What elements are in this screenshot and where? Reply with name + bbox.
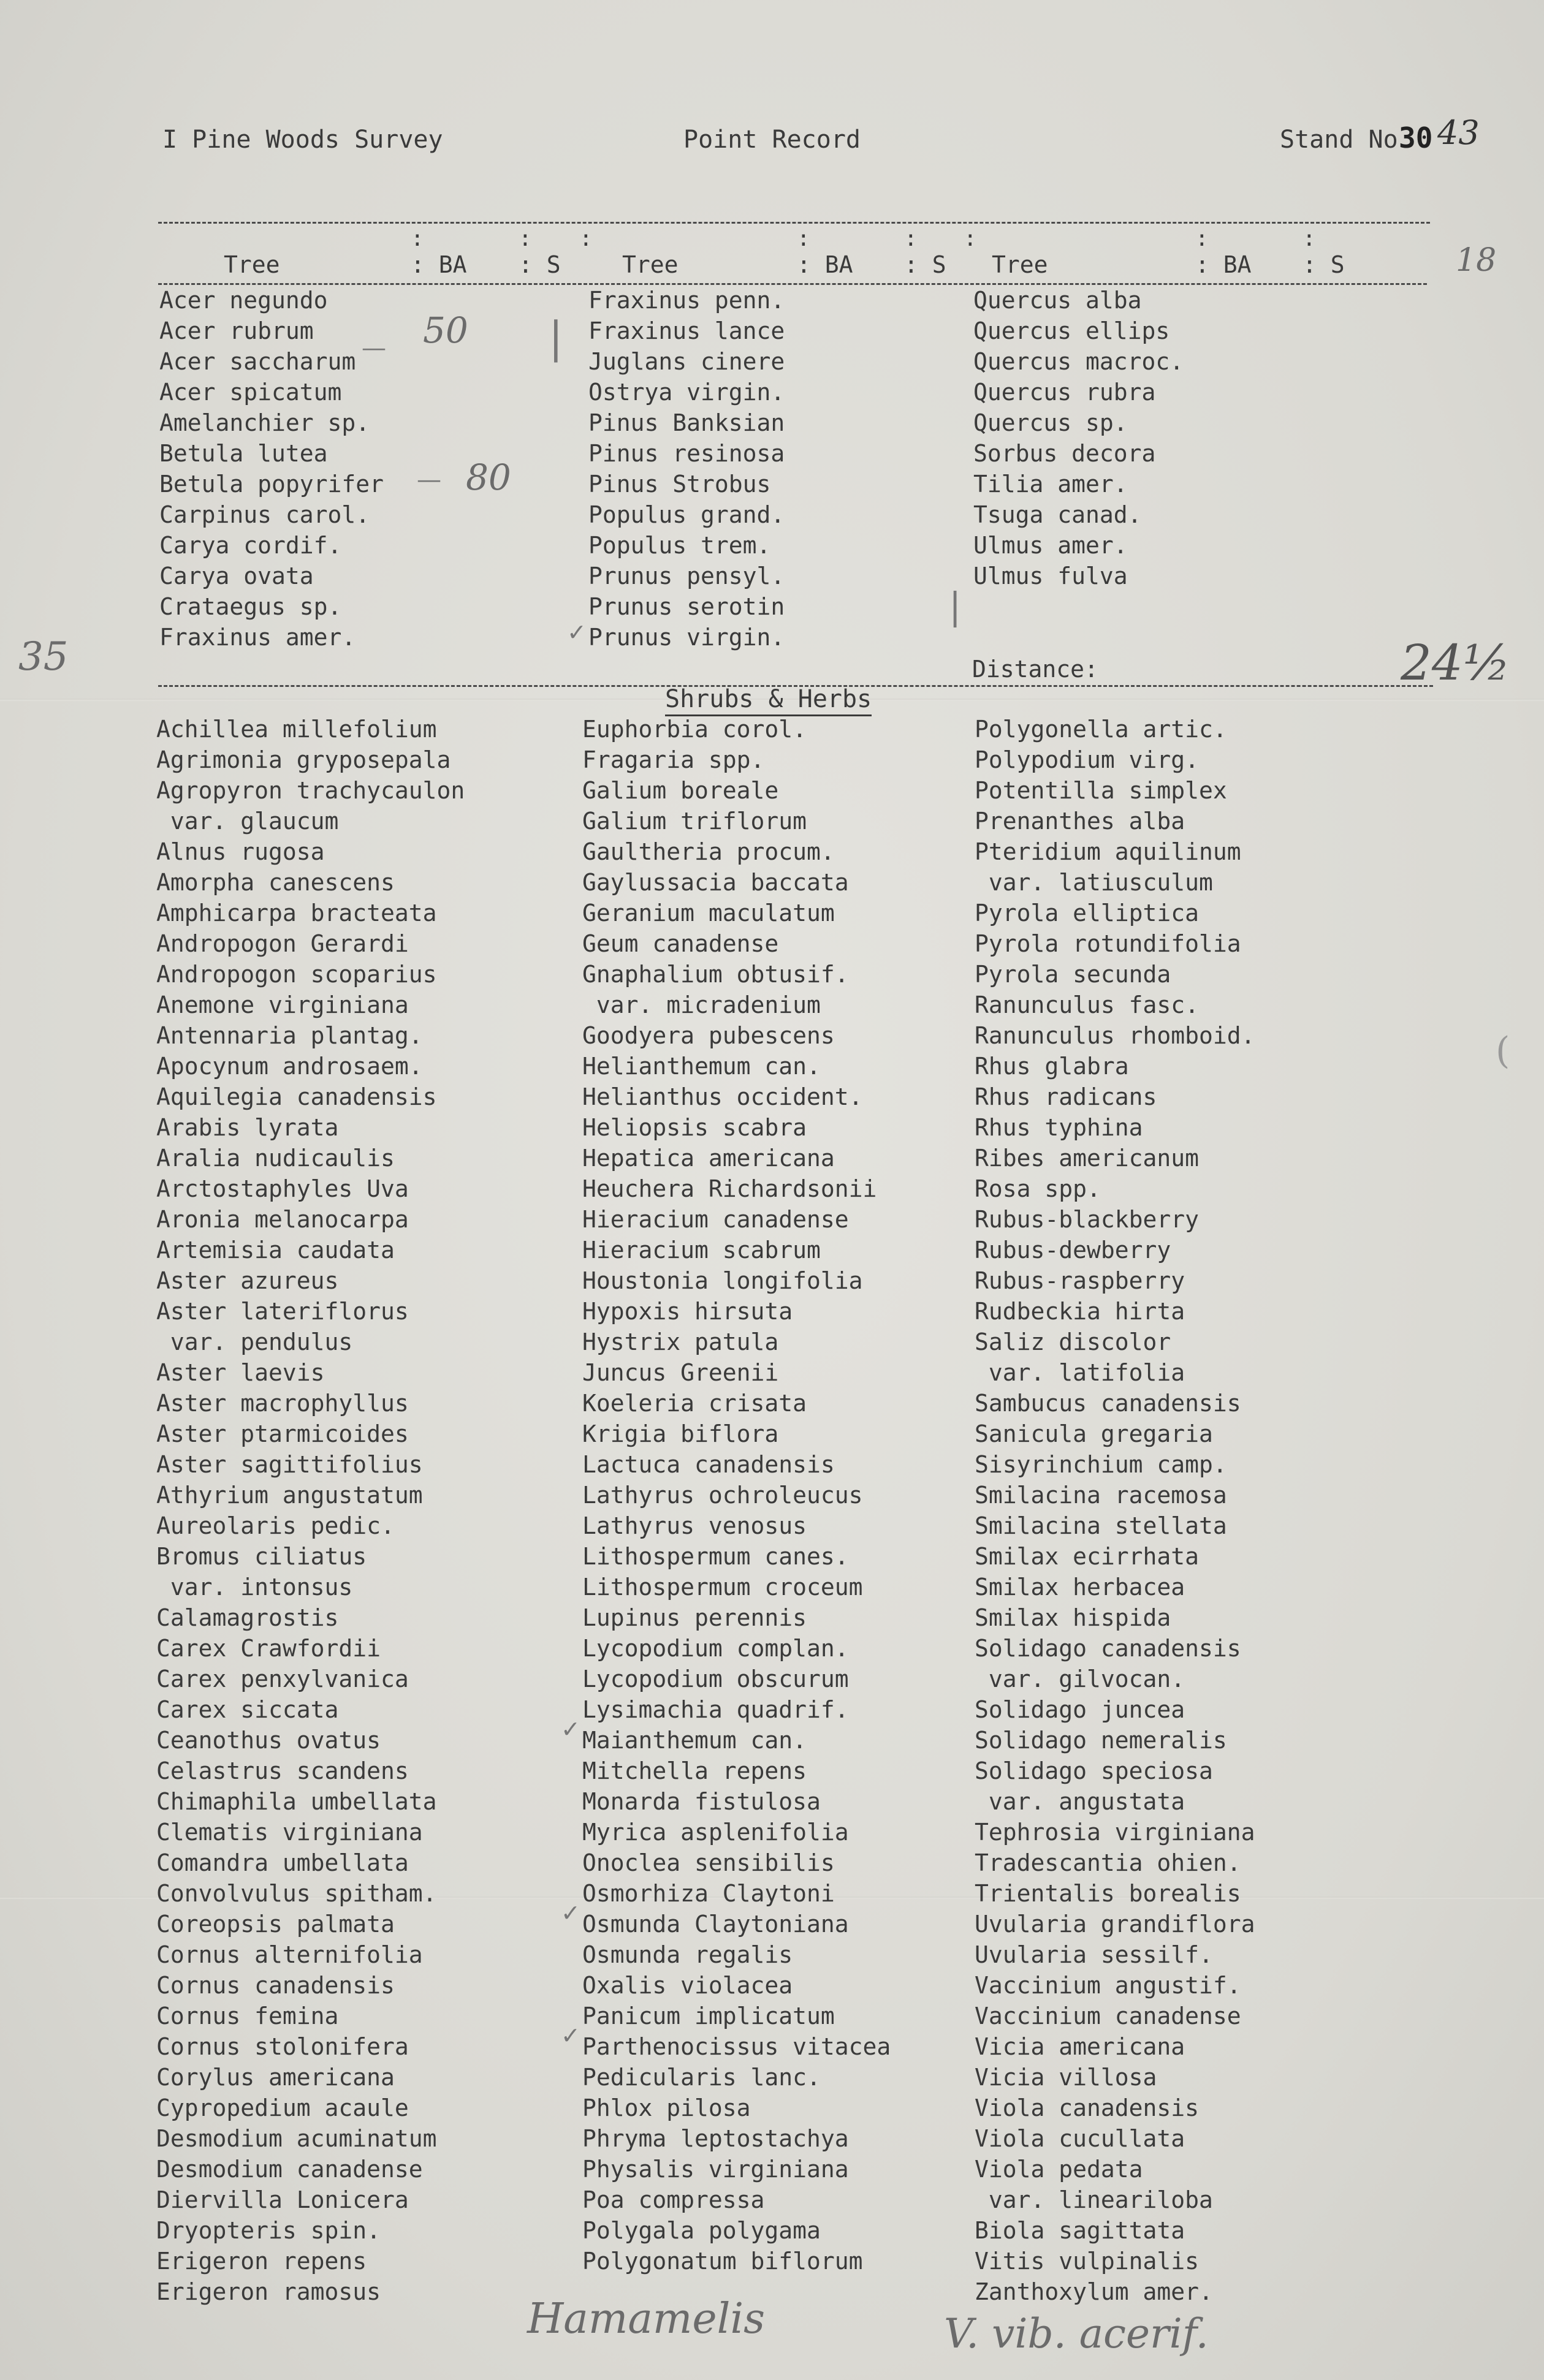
shrub-species-item: Aster ptarmicoides [156,1420,409,1447]
handwritten-dash: — [362,334,386,362]
shrub-species-item: Lycopodium obscurum [582,1666,849,1692]
shrub-list-2 [582,714,891,2276]
shrub-species-item: Viola cucullata [975,2125,1185,2152]
shrub-species-item: Cornus canadensis [156,1972,395,1999]
shrub-species-item: Carex Crawfordii [156,1635,381,1662]
shrub-species-item: Celastrus scandens [156,1757,409,1784]
shrub-species-item: Aster azureus [156,1267,339,1294]
survey-title: I Pine Woods Survey [162,126,443,154]
tree-species-item: Ostrya virgin. [588,379,785,406]
shrub-species-item: Pyrola rotundifolia [975,930,1241,957]
shrub-species-item: var. micradenium [582,991,821,1018]
shrub-species-item: Corylus americana [156,2064,395,2091]
shrub-species-item: Rudbeckia hirta [975,1298,1185,1325]
tree-species-item: Juglans cinere [588,348,785,375]
handwritten-tally: | [549,313,563,363]
tree-species-item: Acer rubrum [159,317,314,344]
shrub-species-item: Coreopsis palmata [156,1911,395,1938]
handwritten-35: 35 [18,634,69,680]
shrub-species-item: Galium boreale [582,777,779,804]
shrub-species-item: Myrica asplenifolia [582,1819,849,1846]
shrub-species-item: Ribes americanum [975,1145,1200,1172]
s-header-2-label: S [932,251,946,278]
tree-species-item: Ulmus fulva [973,563,1128,589]
shrub-species-item: Lathyrus ochroleucus [582,1482,863,1509]
shrub-species-item: Erigeron ramosus [156,2278,381,2305]
handwritten-ba-80: 80 [466,457,511,498]
shrub-species-item: Achillea millefolium [156,716,437,743]
tree-species-item: Carya ovata [159,563,314,589]
shrub-list-1 [156,714,465,2307]
shrub-species-item: Smilax ecirrhata [975,1543,1200,1570]
shrub-species-item: Pyrola elliptica [975,900,1200,927]
shrub-species-item: Lycopodium complan. [582,1635,849,1662]
column-separator: : [1303,226,1316,251]
shrub-species-item: Trientalis borealis [975,1880,1241,1907]
shrub-species-item: Polygonatum biflorum [582,2248,863,2275]
s-header-2: : S [904,251,946,278]
shrub-species-item: Dryopteris spin. [156,2217,381,2244]
shrub-species-item: Onoclea sensibilis [582,1849,835,1876]
shrub-species-item: Bromus ciliatus [156,1543,367,1570]
top-dashed-rule [158,222,1430,224]
shrub-species-item: var. latifolia [975,1359,1185,1386]
shrub-species-item: Alnus rugosa [156,838,325,865]
handwritten-mark: ( [1496,1029,1510,1072]
shrub-species-item: Physalis virginiana [582,2156,849,2183]
s-header-1-label: S [546,251,561,278]
ba-header-3: : BA [1195,251,1252,278]
shrub-species-item: Galium triflorum [582,808,807,835]
shrub-species-item: Juncus Greenii [582,1359,779,1386]
ba-header-3-label: BA [1223,251,1252,278]
ba-header-1-label: BA [438,251,467,278]
shrub-species-item: Hepatica americana [582,1145,835,1172]
shrub-species-item: Anemone virginiana [156,991,409,1018]
shrub-species-item: Smilax hispida [975,1604,1171,1631]
tree-header-2: Tree [622,251,679,278]
shrub-species-item: Mitchella repens [582,1757,807,1784]
tree-species-item: Crataegus sp. [159,593,342,620]
shrub-species-item: Ceanothus ovatus [156,1727,381,1754]
shrub-species-item: Geum canadense [582,930,779,957]
shrub-species-item: Goodyera pubescens [582,1022,835,1049]
tree-species-item: Pinus Banksian [588,409,785,436]
shrub-species-item: Clematis virginiana [156,1819,423,1846]
tree-species-item: Acer negundo [159,287,328,314]
shrub-species-item: Oxalis violacea [582,1972,793,1999]
shrub-species-item: Hieracium canadense [582,1206,849,1233]
shrub-species-item: Vaccinium angustif. [975,1972,1241,1999]
shrub-species-item: Phlox pilosa [582,2094,751,2121]
shrub-species-item: Amphicarpa bracteata [156,900,437,927]
shrub-species-item: Carex siccata [156,1696,339,1723]
stand-label: Stand No [1280,126,1398,154]
shrub-species-item: Sisyrinchium camp. [975,1451,1227,1478]
column-separator: : [411,226,424,251]
shrub-species-item: Prenanthes alba [975,808,1185,835]
shrub-species-item: Aureolaris pedic. [156,1512,395,1539]
shrub-species-item: Koeleria crisata [582,1390,807,1417]
shrub-species-item: Helianthemum can. [582,1053,821,1080]
shrub-species-item: Zanthoxylum amer. [975,2278,1213,2305]
record-title: Point Record [683,126,861,154]
column-separator: : [1195,226,1209,251]
shrub-species-item: Agropyron trachycaulon [156,777,465,804]
shrub-species-item: Parthenocissus vitacea [582,2033,891,2060]
tree-header-1: Tree [224,251,280,278]
shrub-species-item: Calamagrostis [156,1604,339,1631]
shrub-species-item: Antennaria plantag. [156,1022,423,1049]
shrub-species-item: Osmunda Claytoniana [582,1911,849,1938]
shrub-species-item: var. lineariloba [975,2186,1213,2213]
stand-number: 30 [1399,121,1433,154]
handwritten-hamamelis: Hamamelis [527,2295,765,2343]
shrub-species-item: Erigeron repens [156,2248,367,2275]
tree-list-1 [159,285,384,653]
column-separator: : [797,226,810,251]
stand-number-handwritten: 43 [1437,113,1480,152]
tree-species-item: Prunus serotin [588,593,785,620]
tree-species-item: Acer spicatum [159,379,342,406]
shrub-species-item: Solidago juncea [975,1696,1185,1723]
shrub-species-item: Lithospermum canes. [582,1543,849,1570]
shrub-species-item: Vitis vulpinalis [975,2248,1200,2275]
tree-species-item: Pinus Strobus [588,471,771,498]
ba-header-2-label: BA [824,251,853,278]
shrub-species-item: Heuchera Richardsonii [582,1175,877,1202]
shrub-species-item: Polygonella artic. [975,716,1227,743]
shrub-species-item: Lysimachia quadrif. [582,1696,849,1723]
shrub-species-item: Rhus typhina [975,1114,1143,1141]
shrub-species-item: Gnaphalium obtusif. [582,961,849,988]
tree-species-item: Quercus sp. [973,409,1128,436]
shrub-species-item: Carex penxylvanica [156,1666,409,1692]
tree-species-item: Betula lutea [159,440,328,467]
shrub-species-item: Vicia americana [975,2033,1185,2060]
shrub-species-item: Tradescantia ohien. [975,1849,1241,1876]
tree-species-item: Tsuga canad. [973,501,1142,528]
shrub-species-item: Lactuca canadensis [582,1451,835,1478]
shrub-species-item: Heliopsis scabra [582,1114,807,1141]
tree-species-item: Carya cordif. [159,532,342,559]
s-header-1: : S [519,251,561,278]
shrubs-herbs-title: Shrubs & Herbs [665,685,872,716]
shrub-species-item: Lithospermum croceum [582,1574,863,1601]
shrub-species-item: Gaylussacia baccata [582,869,849,896]
shrub-species-item: Arabis lyrata [156,1114,339,1141]
tree-species-item: Amelanchier sp. [159,409,370,436]
shrub-species-item: Phryma leptostachya [582,2125,849,2152]
checkmark: ✓ [567,619,587,646]
shrub-species-item: Lathyrus venosus [582,1512,807,1539]
column-separator: : [904,226,918,251]
handwritten-ba-50: 50 [423,309,468,351]
tree-species-item: Quercus ellips [973,317,1170,344]
checkmark: ✓ [561,1716,580,1743]
handwritten-18: 18 [1456,242,1497,279]
shrub-species-item: Desmodium canadense [156,2156,423,2183]
tree-species-item: Pinus resinosa [588,440,785,467]
shrub-species-item: Biola sagittata [975,2217,1185,2244]
shrub-species-item: Sambucus canadensis [975,1390,1241,1417]
shrub-species-item: Pyrola secunda [975,961,1171,988]
shrub-species-item: Rhus glabra [975,1053,1129,1080]
shrub-species-item: Pteridium aquilinum [975,838,1241,865]
shrub-species-item: Euphorbia corol. [582,716,807,743]
column-separator: : [519,226,532,251]
shrub-species-item: Ranunculus rhomboid. [975,1022,1255,1049]
shrub-species-item: Rubus-raspberry [975,1267,1185,1294]
handwritten-distance: 24½ [1401,634,1511,691]
shrub-species-item: Convolvulus spitham. [156,1880,437,1907]
checkmark: ✓ [561,1900,580,1927]
shrub-species-item: Hieracium scabrum [582,1237,821,1264]
checkmark: ✓ [561,2022,580,2049]
shrub-species-item: Panicum implicatum [582,2003,835,2029]
shrub-species-item: Smilacina stellata [975,1512,1227,1539]
shrub-species-item: Agrimonia gryposepala [156,746,451,773]
distance-label: Distance: [972,656,1098,683]
shrub-species-item: Solidago speciosa [975,1757,1213,1784]
tree-species-item: Prunus pensyl. [588,563,785,589]
shrub-species-item: Apocynum androsaem. [156,1053,423,1080]
shrub-species-item: Osmunda regalis [582,1941,793,1968]
shrub-species-item: Potentilla simplex [975,777,1227,804]
shrub-species-item: Lupinus perennis [582,1604,807,1631]
shrub-species-item: Rhus radicans [975,1083,1157,1110]
tree-species-item: Populus grand. [588,501,785,528]
handwritten-vib-acerif: V. vib. acerif. [944,2310,1209,2357]
shrub-species-item: Solidago canadensis [975,1635,1241,1662]
tree-header-3: Tree [992,251,1048,278]
shrub-species-item: Viola canadensis [975,2094,1200,2121]
shrub-species-item: Sanicula gregaria [975,1420,1213,1447]
shrub-species-item: var. latiusculum [975,869,1213,896]
tree-species-item: Fraxinus penn. [588,287,785,314]
shrub-species-item: Gaultheria procum. [582,838,835,865]
shrub-species-item: Diervilla Lonicera [156,2186,409,2213]
tree-species-item: Carpinus carol. [159,501,370,528]
handwritten-dash: — [417,466,441,494]
shrub-species-item: Maianthemum can. [582,1727,807,1754]
shrub-species-item: Smilax herbacea [975,1574,1185,1601]
tree-species-item: Quercus rubra [973,379,1156,406]
shrub-species-item: Artemisia caudata [156,1237,395,1264]
shrub-species-item: Hypoxis hirsuta [582,1298,793,1325]
ba-header-1: : BA [411,251,467,278]
shrub-species-item: Poa compressa [582,2186,765,2213]
tree-species-item: Betula popyrifer [159,471,384,498]
shrub-species-item: Vicia villosa [975,2064,1157,2091]
s-header-3-label: S [1330,251,1345,278]
shrub-species-item: Polypodium virg. [975,746,1200,773]
shrub-species-item: Aquilegia canadensis [156,1083,437,1110]
tree-list-2 [588,285,785,653]
tree-species-item: Acer saccharum [159,348,356,375]
shrub-species-item: Rubus-blackberry [975,1206,1200,1233]
shrub-species-item: Saliz discolor [975,1328,1171,1355]
shrub-species-item: Fragaria spp. [582,746,765,773]
shrub-species-item: Solidago nemeralis [975,1727,1227,1754]
shrub-species-item: Desmodium acuminatum [156,2125,437,2152]
shrub-species-item: Houstonia longifolia [582,1267,863,1294]
shrub-species-item: Uvularia sessilf. [975,1941,1213,1968]
ba-header-2: : BA [797,251,853,278]
shrub-species-item: Helianthus occident. [582,1083,863,1110]
tree-species-item: Sorbus decora [973,440,1156,467]
shrub-species-item: Aster sagittifolius [156,1451,423,1478]
shrub-species-item: Amorpha canescens [156,869,395,896]
tree-species-item: Tilia amer. [973,471,1128,498]
column-separator: : [579,226,593,251]
shrub-species-item: Aster lateriflorus [156,1298,409,1325]
shrub-species-item: Viola pedata [975,2156,1143,2183]
shrub-species-item: Hystrix patula [582,1328,779,1355]
shrub-species-item: var. glaucum [156,808,339,835]
shrub-species-item: Aster laevis [156,1359,325,1386]
shrub-species-item: Athyrium angustatum [156,1482,423,1509]
handwritten-tally: | [949,585,962,628]
shrub-species-item: Aster macrophyllus [156,1390,409,1417]
shrub-species-item: var. angustata [975,1788,1185,1815]
shrub-species-item: Andropogon Gerardi [156,930,409,957]
shrub-species-item: Aralia nudicaulis [156,1145,395,1172]
shrub-species-item: Tephrosia virginiana [975,1819,1255,1846]
shrub-species-item: Cornus stolonifera [156,2033,409,2060]
shrub-species-item: Monarda fistulosa [582,1788,821,1815]
column-separator: : [964,226,977,251]
tree-species-item: Populus trem. [588,532,771,559]
shrub-species-item: Pedicularis lanc. [582,2064,821,2091]
shrub-species-item: Cornus femina [156,2003,339,2029]
shrub-species-item: var. intonsus [156,1574,353,1601]
s-header-3: : S [1303,251,1345,278]
shrub-species-item: Geranium maculatum [582,900,835,927]
shrub-species-item: var. pendulus [156,1328,353,1355]
shrub-species-item: Aronia melanocarpa [156,1206,409,1233]
tree-list-3 [973,285,1184,591]
tree-species-item: Quercus macroc. [973,348,1184,375]
tree-species-item: Quercus alba [973,287,1142,314]
shrub-species-item: Rubus-dewberry [975,1237,1171,1264]
shrub-species-item: var. gilvocan. [975,1666,1185,1692]
shrub-species-item: Arctostaphyles Uva [156,1175,409,1202]
shrub-species-item: Cornus alternifolia [156,1941,423,1968]
shrub-species-item: Comandra umbellata [156,1849,409,1876]
shrub-species-item: Cypropedium acaule [156,2094,409,2121]
shrub-species-item: Osmorhiza Claytoni [582,1880,835,1907]
shrub-list-3 [975,714,1255,2307]
shrub-species-item: Krigia biflora [582,1420,779,1447]
shrub-species-item: Vaccinium canadense [975,2003,1241,2029]
shrub-species-item: Polygala polygama [582,2217,821,2244]
shrub-species-item: Rosa spp. [975,1175,1101,1202]
shrub-species-item: Chimaphila umbellata [156,1788,437,1815]
shrub-species-item: Ranunculus fasc. [975,991,1200,1018]
shrub-species-item: Andropogon scoparius [156,961,437,988]
shrub-species-item: Uvularia grandiflora [975,1911,1255,1938]
tree-species-item: Prunus virgin. [588,624,785,651]
shrub-species-item: Smilacina racemosa [975,1482,1227,1509]
tree-species-item: Fraxinus lance [588,317,785,344]
tree-species-item: Ulmus amer. [973,532,1128,559]
tree-species-item: Fraxinus amer. [159,624,356,651]
